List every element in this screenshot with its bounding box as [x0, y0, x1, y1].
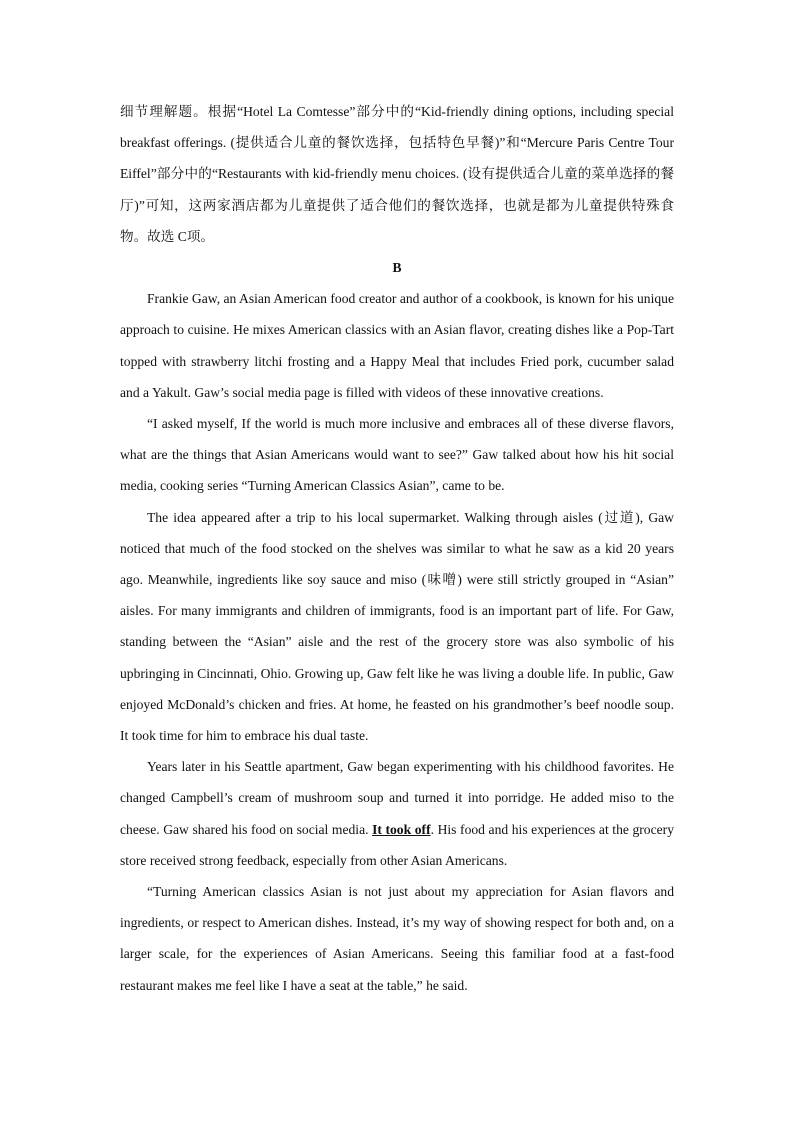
paragraph-4-end: . His food and his experiences at the grocery store received strong feedback, especially from other Asian Americans.: [120, 821, 674, 868]
paragraph-4: [120, 751, 674, 876]
section-heading: B: [392, 260, 402, 276]
document-page: [120, 96, 674, 1001]
paragraph-2: “I asked myself, If the world is much more inclusive and embraces all of these diverse flavors, what are the things that Asian Americans would want to see?” Gaw talked about how his hit social media, cooking series “Turning American Classics Asian”, came to be.: [120, 416, 674, 494]
answer-explanation: 细节理解题。根据“Hotel La Comtesse”部分中的“Kid-friendly dining options, including special breakfast offerings. (提供适合儿童的餐饮选择，包括特色早餐)”和“Mercure Paris Centre Tour Eiffel”部分中的“Restaurants with kid-friendly menu choices. (设有提供适合儿童的菜单选择的餐厅)”可知，这两家酒店都为儿童提供了适合他们的餐饮选择，也就是都为儿童提供特殊食物。故选 C项。: [120, 104, 674, 244]
paragraph-4-start: Years later in his Seattle apartment, Gaw began experimenting with his childhood favorites. He changed Campbell’s cream of mushroom soup and turned it into porridge. He added miso to the cheese. Gaw shared his food on social media.: [120, 759, 674, 837]
paragraph-5: “Turning American classics Asian is not just about my appreciation for Asian flavors and ingredients, or respect to American dishes. Instead, it’s my way of showing respect for both and, on a larger scale, for the experiences of Asian Americans. Seeing this familiar food at a fast-food restaurant makes me feel like I have a seat at the table,” he said.: [120, 884, 674, 993]
paragraph-1: Frankie Gaw, an Asian American food creator and author of a cookbook, is known for his unique approach to cuisine. He mixes American classics with an Asian flavor, creating dishes like a Pop-Tart topped with strawberry litchi frosting and a Happy Meal that includes Fried pork, cucumber salad and a Yakult. Gaw’s social media page is filled with videos of these innovative creations.: [120, 291, 674, 400]
underlined-phrase: It took off: [372, 821, 431, 837]
paragraph-3: The idea appeared after a trip to his local supermarket. Walking through aisles (过道), Gaw noticed that much of the food stocked on the shelves was similar to what he saw as a kid 20 years ago. Meanwhile, ingredients like soy sauce and miso (味噌) were still strictly grouped in “Asian” aisles. For many immigrants and children of immigrants, food is an important part of life. For Gaw, standing between the “Asian” aisle and the rest of the grocery store was also symbolic of his upbringing in Cincinnati, Ohio. Growing up, Gaw felt like he was living a double life. In public, Gaw enjoyed McDonald’s chicken and fries. At home, he feasted on his grandmother’s beef noodle soup. It took time for him to embrace his dual taste.: [120, 509, 674, 744]
